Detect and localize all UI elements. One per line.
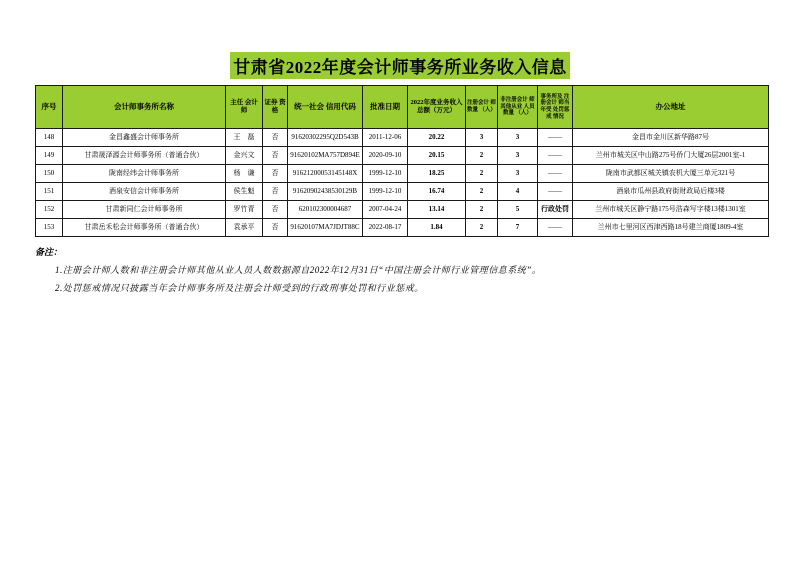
revenue-table — [35, 85, 769, 237]
header-cpa-count: 注册会计 师数量 （人） — [466, 86, 498, 129]
cell-cpa-count: 2 — [466, 219, 498, 237]
cell-address: 兰州市城关区静宁路175号浩森写字楼13楼1301室 — [573, 201, 769, 219]
cell-credit-code: 91620302295Q2D543B — [288, 129, 363, 147]
cell-chief: 罗竹青 — [226, 201, 263, 219]
cell-firm-name: 甘肃晟泽源会计师事务所（普通合伙） — [63, 147, 226, 165]
cell-cpa-count: 2 — [466, 165, 498, 183]
cell-seq: 148 — [36, 129, 63, 147]
cell-noncpa-count: 3 — [498, 147, 538, 165]
cell-penalty: —— — [538, 147, 573, 165]
cell-seq: 153 — [36, 219, 63, 237]
cell-approval-date: 2007-04-24 — [363, 201, 408, 219]
header-approval-date: 批准日期 — [363, 86, 408, 129]
table-row — [36, 183, 769, 201]
header-penalty-status: 事务所及 注册会计 师当年受 处罚惩戒 情况 — [538, 86, 573, 129]
header-noncpa-count: 非注册会计 师其他从业 人员数量 （人） — [498, 86, 538, 129]
cell-approval-date: 2020-09-10 — [363, 147, 408, 165]
cell-revenue: 16.74 — [408, 183, 466, 201]
cell-securities: 否 — [263, 129, 288, 147]
table-row — [36, 201, 769, 219]
cell-securities: 否 — [263, 183, 288, 201]
cell-approval-date: 1999-12-10 — [363, 183, 408, 201]
cell-seq: 150 — [36, 165, 63, 183]
cell-cpa-count: 2 — [466, 183, 498, 201]
cell-chief: 袁承平 — [226, 219, 263, 237]
cell-firm-name: 酒泉安信会计师事务所 — [63, 183, 226, 201]
cell-address: 金昌市金川区新华路87号 — [573, 129, 769, 147]
header-firm-name: 会计师事务所名称 — [63, 86, 226, 129]
header-credit-code: 统一社会 信用代码 — [288, 86, 363, 129]
cell-securities: 否 — [263, 165, 288, 183]
header-revenue-2022: 2022年度业务收入 总额（万元） — [408, 86, 466, 129]
cell-revenue: 20.22 — [408, 129, 466, 147]
cell-firm-name: 甘肃岳禾松会计师事务所（普通合伙） — [63, 219, 226, 237]
header-office-address: 办公地址 — [573, 86, 769, 129]
cell-address: 兰州市七里河区西津西路18号建兰商厦1809-4室 — [573, 219, 769, 237]
cell-noncpa-count: 5 — [498, 201, 538, 219]
cell-noncpa-count: 3 — [498, 129, 538, 147]
cell-credit-code: 91620102MA757D894E — [288, 147, 363, 165]
cell-address: 陇南市武都区城关镇农机大厦三单元321号 — [573, 165, 769, 183]
cell-cpa-count: 3 — [466, 129, 498, 147]
note-line-1: 1.注册会计师人数和非注册会计师其他从业人员人数数据源自2022年12月31日“中国注册会计师行业管理信息系统”。 — [55, 265, 542, 275]
header-seq: 序号 — [36, 86, 63, 129]
cell-credit-code: 91620902438530129B — [288, 183, 363, 201]
cell-penalty: 行政处罚 — [538, 201, 573, 219]
table-row — [36, 129, 769, 147]
cell-cpa-count: 2 — [466, 147, 498, 165]
cell-address: 兰州市城关区中山路275号侨门大厦26层2001室-1 — [573, 147, 769, 165]
cell-approval-date: 2022-08-17 — [363, 219, 408, 237]
cell-firm-name: 甘肃新同仁会计师事务所 — [63, 201, 226, 219]
cell-approval-date: 2011-12-06 — [363, 129, 408, 147]
cell-firm-name: 金昌鑫盛会计师事务所 — [63, 129, 226, 147]
cell-penalty: —— — [538, 183, 573, 201]
page-title-row — [0, 52, 800, 79]
cell-noncpa-count: 7 — [498, 219, 538, 237]
cell-credit-code: 620102300004687 — [288, 201, 363, 219]
cell-penalty: —— — [538, 165, 573, 183]
header-chief-accountant: 主任 会计师 — [226, 86, 263, 129]
table-header-row — [36, 86, 769, 129]
cell-revenue: 18.25 — [408, 165, 466, 183]
cell-chief: 侯生魁 — [226, 183, 263, 201]
table-row — [36, 165, 769, 183]
cell-approval-date: 1999-12-10 — [363, 165, 408, 183]
cell-chief: 金兴文 — [226, 147, 263, 165]
cell-credit-code: 91621200053145148X — [288, 165, 363, 183]
cell-penalty: —— — [538, 129, 573, 147]
cell-seq: 151 — [36, 183, 63, 201]
note-line-2: 2.处罚惩戒情况只披露当年会计师事务所及注册会计师受到的行政刑事处罚和行业惩戒。 — [55, 283, 424, 293]
header-securities-qualification: 证券 资格 — [263, 86, 288, 129]
notes-section — [35, 245, 735, 294]
page-title: 甘肃省2022年度会计师事务所业务收入信息 — [230, 52, 570, 79]
cell-firm-name: 陇南经纬会计师事务所 — [63, 165, 226, 183]
table-row — [36, 219, 769, 237]
notes-label: 备注： — [35, 247, 63, 257]
cell-securities: 否 — [263, 147, 288, 165]
cell-address: 酒泉市瓜州县政府街财政局后楼3楼 — [573, 183, 769, 201]
cell-seq: 149 — [36, 147, 63, 165]
cell-chief: 王 磊 — [226, 129, 263, 147]
cell-credit-code: 91620107MA7JDJT88C — [288, 219, 363, 237]
cell-penalty: —— — [538, 219, 573, 237]
cell-revenue: 20.15 — [408, 147, 466, 165]
cell-revenue: 1.84 — [408, 219, 466, 237]
cell-seq: 152 — [36, 201, 63, 219]
cell-securities: 否 — [263, 201, 288, 219]
cell-chief: 杨 谦 — [226, 165, 263, 183]
cell-revenue: 13.14 — [408, 201, 466, 219]
table-row — [36, 147, 769, 165]
cell-noncpa-count: 3 — [498, 165, 538, 183]
cell-noncpa-count: 4 — [498, 183, 538, 201]
cell-securities: 否 — [263, 219, 288, 237]
cell-cpa-count: 2 — [466, 201, 498, 219]
